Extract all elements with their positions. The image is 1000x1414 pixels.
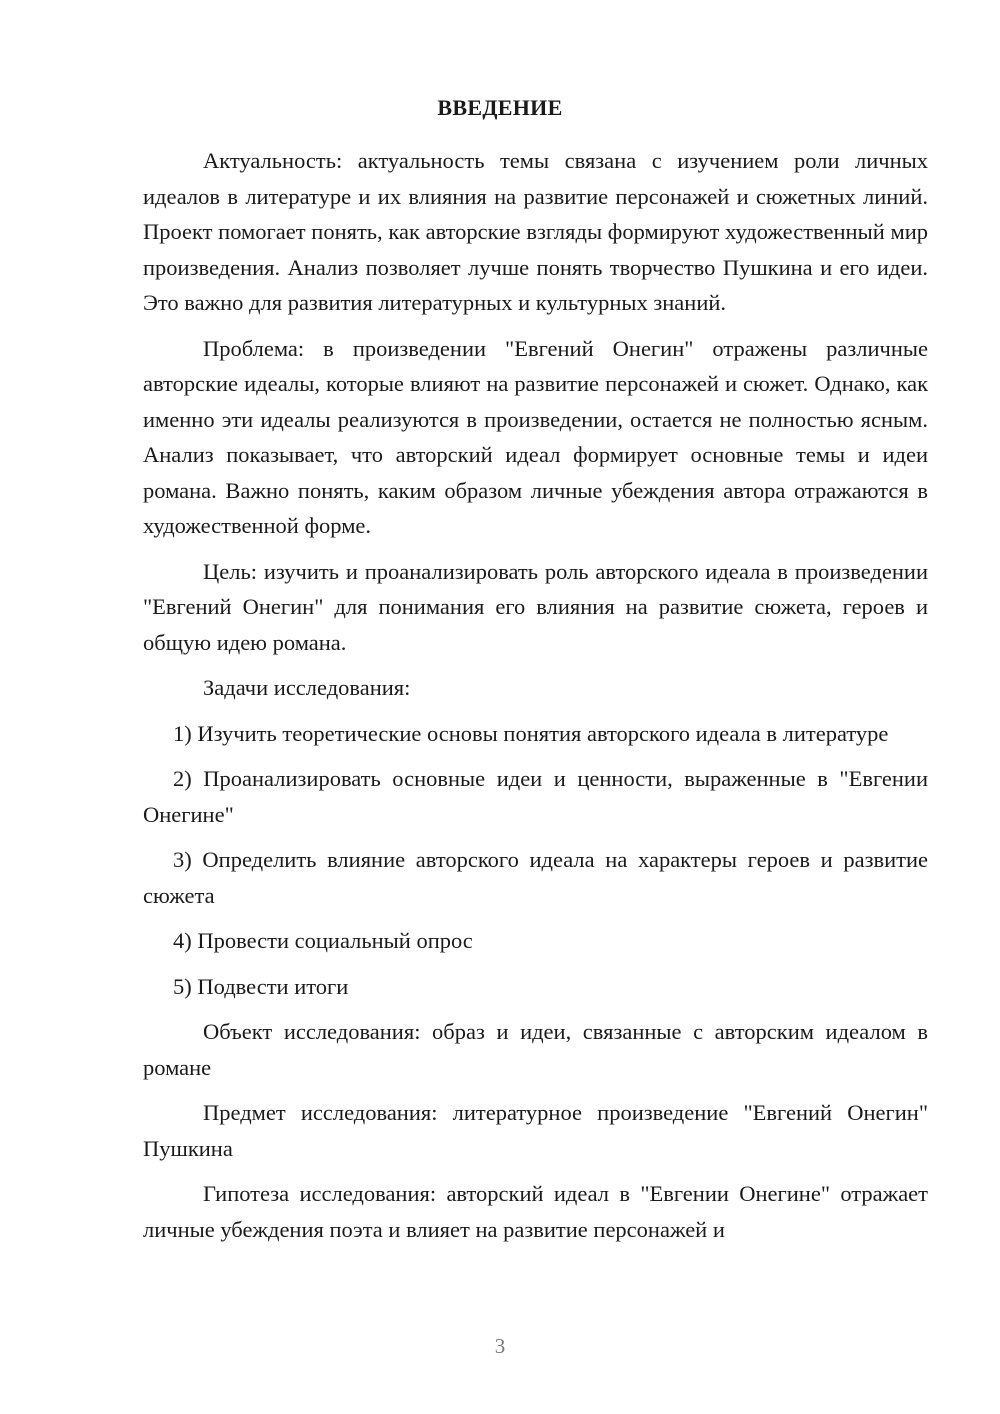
- paragraph-hypothesis: Гипотеза исследования: авторский идеал в "Евгении Онегине" отражает личные убеждения поэта и влияет на развитие персонажей и: [143, 1181, 928, 1242]
- document-body: [143, 143, 928, 1257]
- task-item: 5) Подвести итоги: [173, 973, 349, 999]
- page-title: ВВЕДЕНИЕ: [437, 95, 563, 120]
- paragraph-subject: Предмет исследования: литературное произведение "Евгений Онегин" Пушкина: [143, 1100, 928, 1161]
- task-item: 2) Проанализировать основные идеи и ценности, выраженные в "Евгении Онегине": [143, 766, 928, 827]
- paragraph-goal: Цель: изучить и проанализировать роль авторского идеала в произведении "Евгений Онегин" для понимания его влияния на развитие сюжета, героев и общую идею романа.: [143, 558, 928, 655]
- task-item: 3) Определить влияние авторского идеала на характеры героев и развитие сюжета: [143, 847, 928, 908]
- paragraph-relevance: Актуальность: актуальность темы связана с изучением роли личных идеалов в литературе и их влияния на развитие персонажей и сюжетных линий. Проект помогает понять, как авторские взгляды формируют художественный мир произведения. Анализ позволяет лучше понять творчество Пушкина и его идеи. Это важно для развития литературных и культурных знаний.: [143, 148, 928, 315]
- task-item: 1) Изучить теоретические основы понятия авторского идеала в литературе: [173, 720, 889, 746]
- tasks-heading: Задачи исследования:: [203, 675, 411, 700]
- page-number: 3: [494, 1334, 506, 1358]
- paragraph-problem: Проблема: в произведении "Евгений Онегин" отражены различные авторские идеалы, которые влияют на развитие персонажей и сюжет. Однако, как именно эти идеалы реализуются в произведении, остается не полностью ясным. Анализ показывает, что авторский идеал формирует основные темы и идеи романа. Важно понять, каким образом личные убеждения автора отражаются в художественной форме.: [143, 335, 928, 538]
- task-item: 4) Провести социальный опрос: [173, 928, 473, 953]
- paragraph-object: Объект исследования: образ и идеи, связанные с авторским идеалом в романе: [143, 1019, 928, 1080]
